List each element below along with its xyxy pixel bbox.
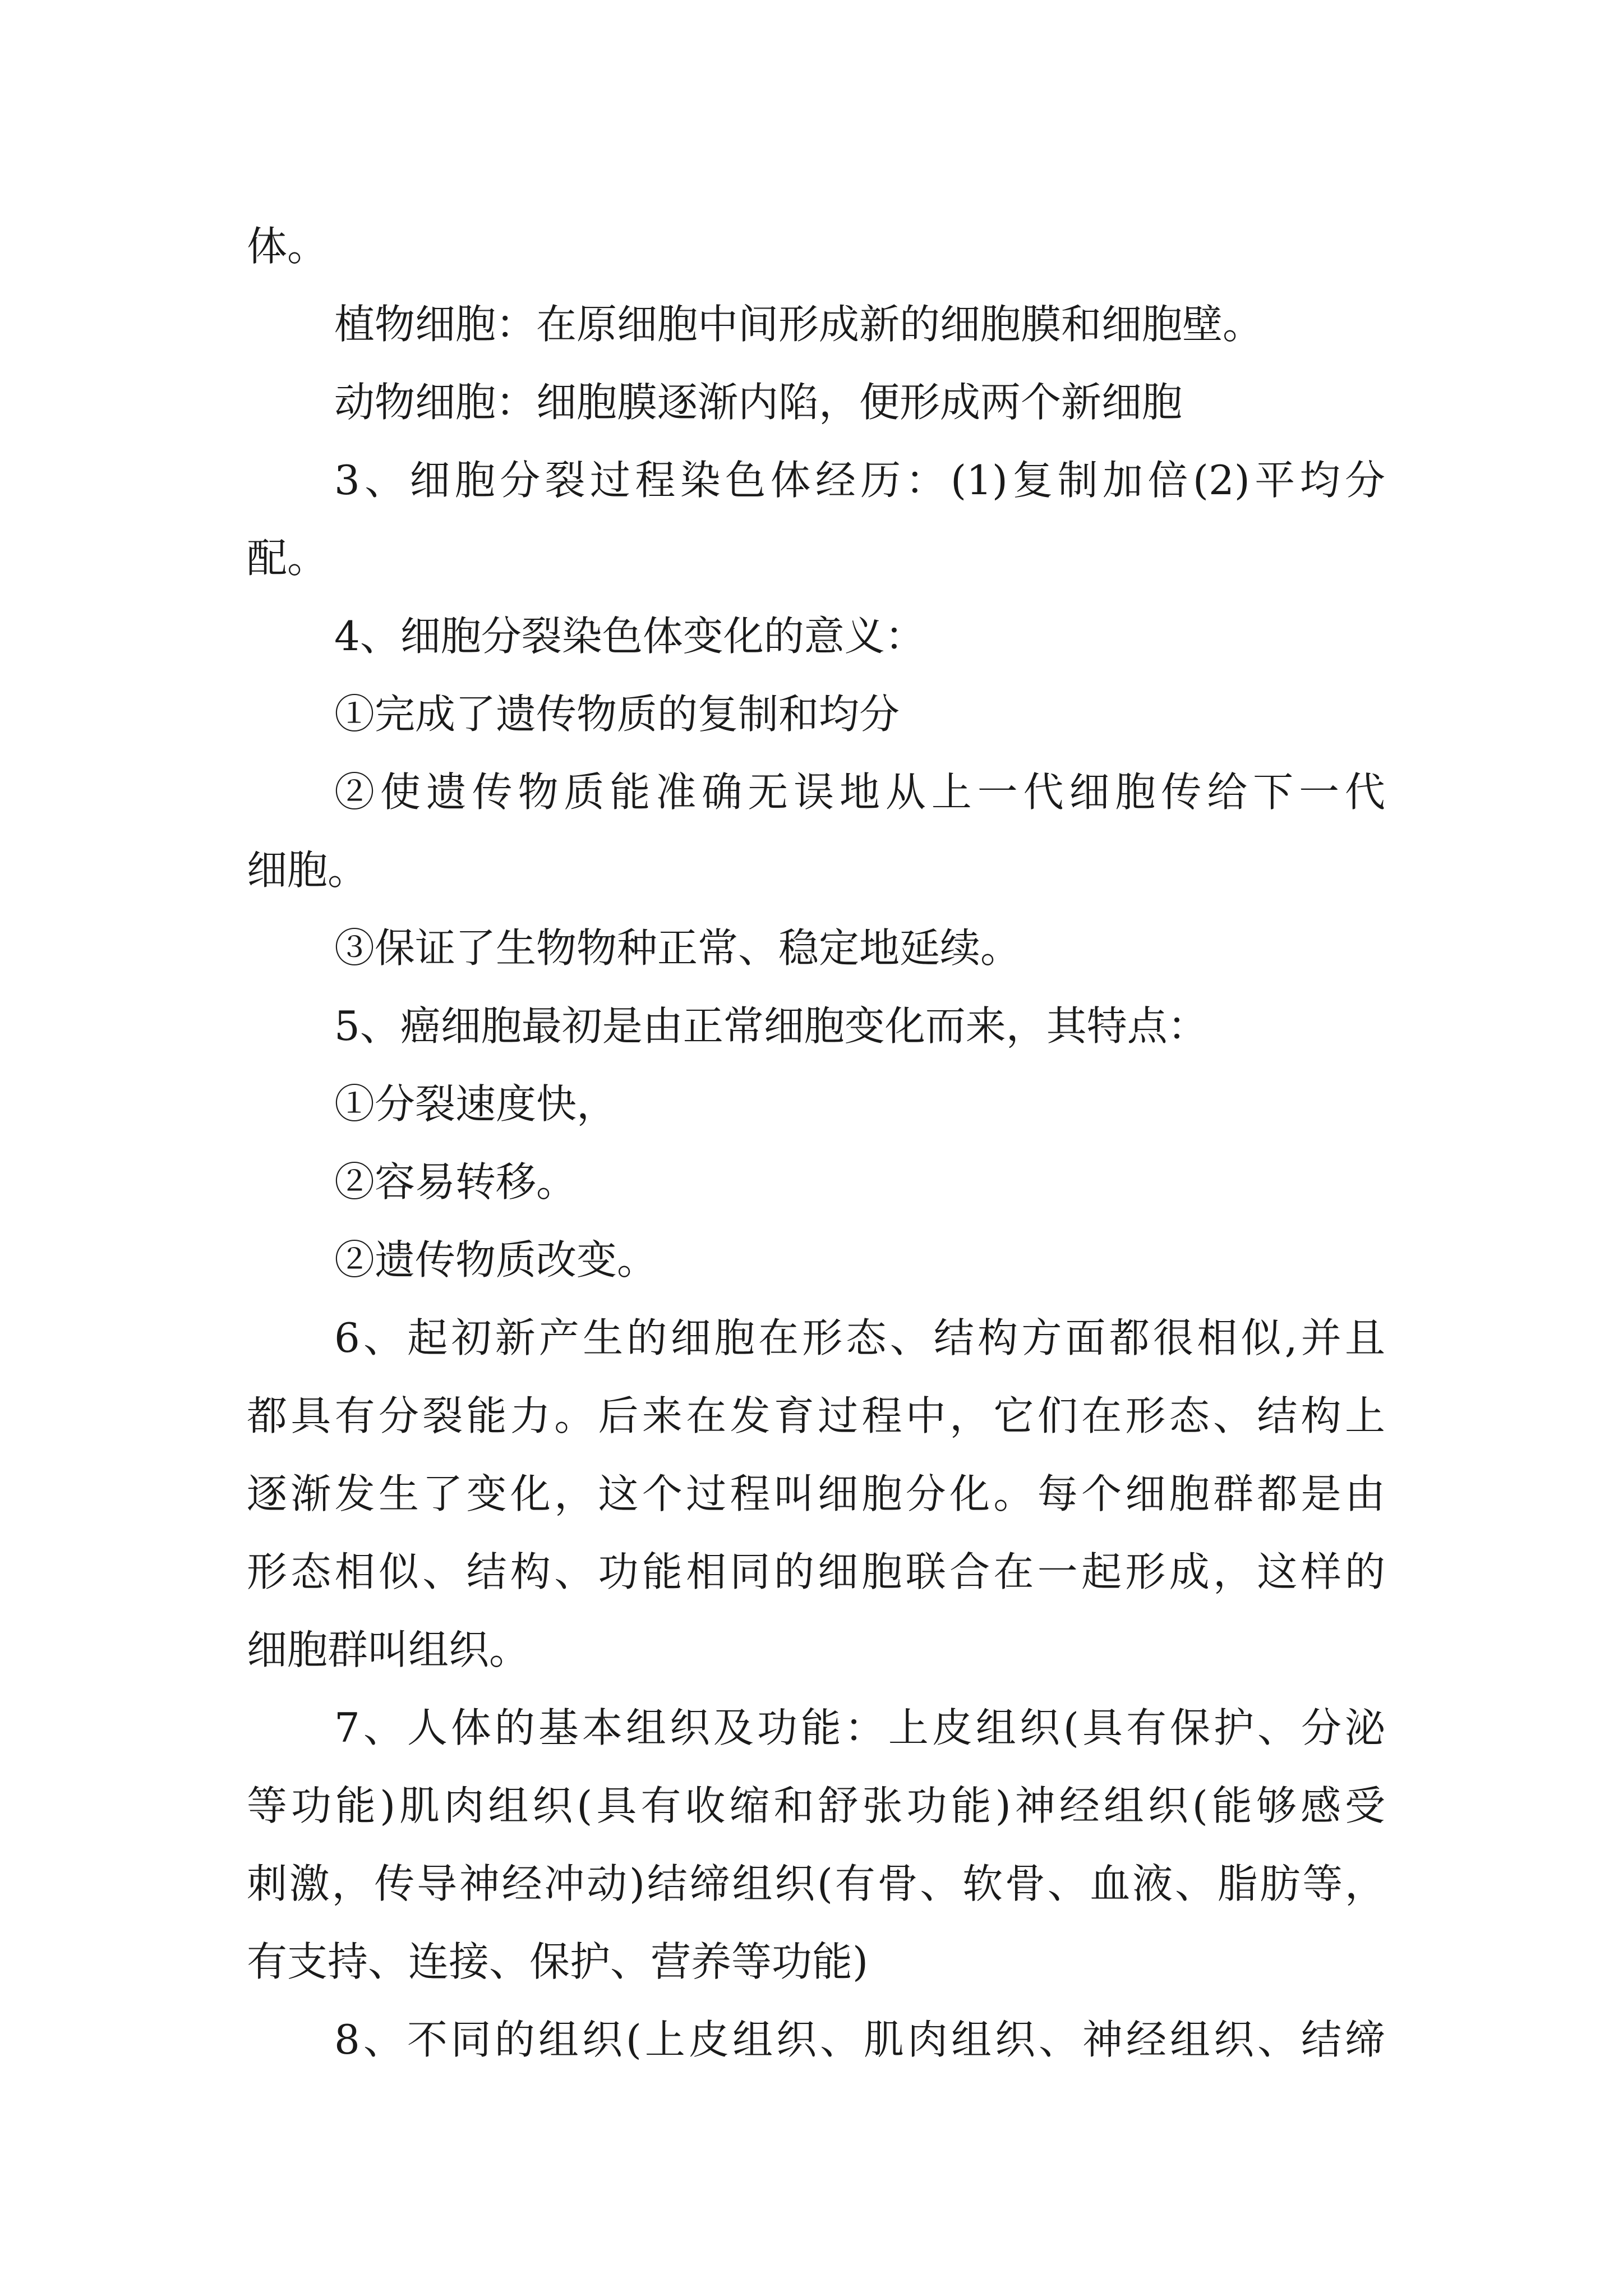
text-line: 6、起初新产生的细胞在形态、结构方面都很相似,并且	[334, 1314, 1385, 1361]
text-line: ①分裂速度快，	[334, 1080, 617, 1128]
text-line: ②容易转移。	[334, 1158, 577, 1205]
text-line: 3、细胞分裂过程染色体经历：(1)复制加倍(2)平均分	[334, 457, 1385, 504]
text-line: ①完成了遗传物质的复制和均分	[334, 691, 900, 738]
text-line: 细胞群叫组织。	[247, 1626, 530, 1673]
text-line: 动物细胞：细胞膜逐渐内陷，便形成两个新细胞	[334, 379, 1183, 426]
text-line: ③保证了生物物种正常、稳定地延续。	[334, 924, 1021, 972]
text-line: ②使遗传物质能准确无误地从上一代细胞传给下一代	[334, 769, 1385, 816]
text-line: 有支持、连接、保护、营养等功能)	[247, 1938, 869, 1985]
text-line: 配。	[247, 535, 328, 582]
text-line: ②遗传物质改变。	[334, 1236, 658, 1283]
text-line: 7、人体的基本组织及功能：上皮组织(具有保护、分泌	[334, 1704, 1385, 1751]
text-line: 植物细胞：在原细胞中间形成新的细胞膜和细胞壁。	[334, 301, 1264, 348]
text-line: 形态相似、结构、功能相同的细胞联合在一起形成，这样的	[247, 1548, 1385, 1595]
text-line: 刺激，传导神经冲动)结缔组织(有骨、软骨、血液、脂肪等，	[247, 1860, 1385, 1907]
text-line: 都具有分裂能力。后来在发育过程中，它们在形态、结构上	[247, 1392, 1385, 1439]
document-body	[247, 208, 1385, 2079]
text-line: 细胞。	[247, 846, 368, 894]
text-line: 4、细胞分裂染色体变化的意义：	[334, 613, 925, 660]
text-line: 体。	[247, 223, 328, 270]
text-line: 逐渐发生了变化，这个过程叫细胞分化。每个细胞群都是由	[247, 1470, 1385, 1517]
text-line: 8、不同的组织(上皮组织、肌肉组织、神经组织、结缔	[334, 2016, 1385, 2063]
text-line: 5、癌细胞最初是由正常细胞变化而来，其特点：	[334, 1002, 1208, 1050]
text-line: 等功能)肌肉组织(具有收缩和舒张功能)神经组织(能够感受	[247, 1782, 1385, 1829]
